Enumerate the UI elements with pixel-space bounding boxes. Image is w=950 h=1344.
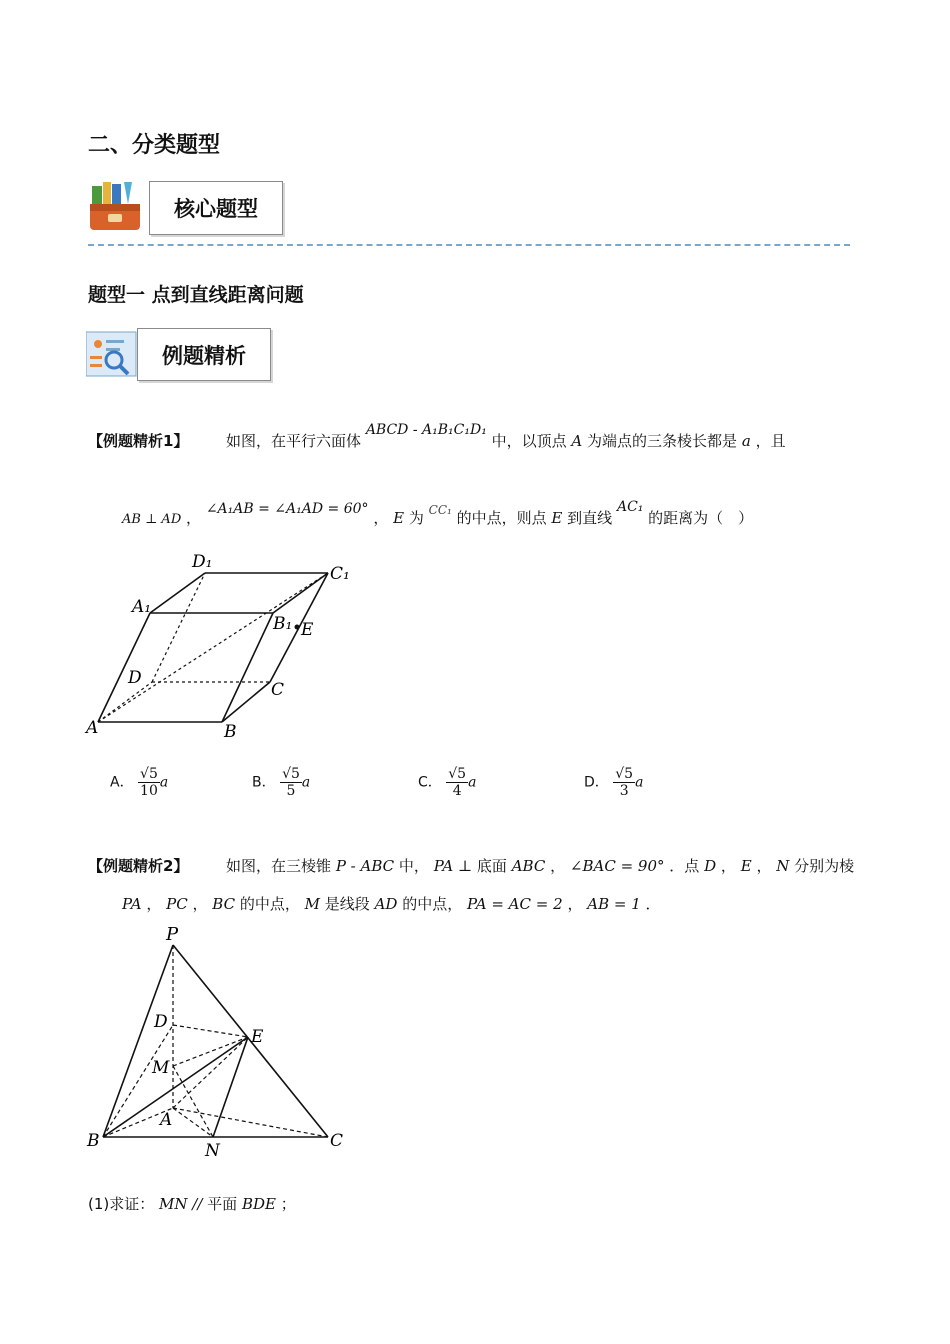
label-B: B bbox=[224, 722, 237, 742]
dashed-divider bbox=[88, 244, 850, 246]
ex2-text: ， bbox=[567, 895, 583, 913]
ex2-text: ， bbox=[192, 895, 208, 913]
ex1-text: ， bbox=[373, 509, 389, 527]
ex1-math: ∠A₁AB = ∠A₁AD = 60° bbox=[205, 501, 369, 517]
label-D1: D₁ bbox=[192, 552, 213, 572]
option-fraction: $\frac{√5}{10}$ bbox=[140, 766, 158, 799]
ex1-line2 bbox=[122, 499, 754, 531]
ex2-math: M bbox=[304, 895, 321, 913]
label-C1: C₁ bbox=[330, 564, 350, 584]
ex2-math: P - ABC bbox=[335, 857, 395, 875]
edge-A1D1 bbox=[150, 573, 205, 613]
diag-AC1 bbox=[98, 573, 328, 722]
ex1-text: ， bbox=[186, 509, 202, 527]
q1-math: BDE bbox=[241, 1195, 276, 1213]
parallelepiped-figure bbox=[80, 545, 370, 745]
ex1-text: ，且 bbox=[755, 432, 786, 450]
ex2-text: ， bbox=[146, 895, 162, 913]
ex1-line1 bbox=[88, 422, 786, 453]
seg-ME bbox=[173, 1037, 248, 1066]
label-B: B bbox=[87, 1131, 100, 1151]
label-E: E bbox=[251, 1027, 264, 1047]
ex2-math: AD bbox=[374, 895, 398, 913]
label-D: D bbox=[154, 1012, 168, 1032]
magnifier-icon bbox=[86, 330, 138, 378]
option-c[interactable] bbox=[418, 766, 476, 799]
ex2-text: 的中点， bbox=[239, 895, 300, 913]
ex1-math: a bbox=[741, 432, 751, 450]
label-C: C bbox=[271, 680, 285, 700]
examples-banner-label: 例题精析 bbox=[162, 342, 246, 368]
ex2-text: 是线段 bbox=[324, 895, 370, 913]
option-a[interactable] bbox=[110, 766, 168, 799]
option-letter: A． bbox=[110, 774, 134, 791]
ex2-line2 bbox=[122, 893, 661, 915]
edge-BC bbox=[222, 682, 270, 722]
label-M: M bbox=[152, 1058, 170, 1078]
option-fraction: $\frac{√5}{3}$ bbox=[615, 766, 634, 799]
ex2-math: PA bbox=[122, 895, 142, 913]
ex2-text: ． bbox=[645, 895, 661, 913]
ex2-math: AB = 1 bbox=[587, 895, 641, 913]
ex1-math: A bbox=[571, 432, 583, 450]
seg-NE bbox=[213, 1037, 248, 1137]
edge-BB1 bbox=[222, 613, 273, 722]
label-E: E bbox=[301, 620, 314, 640]
core-types-banner-label: 核心题型 bbox=[174, 196, 258, 221]
ex2-math: PC bbox=[166, 895, 188, 913]
option-var: a bbox=[468, 774, 477, 791]
ex2-math: PA = AC = 2 bbox=[467, 895, 563, 913]
ex2-math: N bbox=[776, 857, 790, 875]
ex1-math: CC₁ bbox=[428, 503, 452, 517]
ex2-math: ABC bbox=[511, 857, 546, 875]
ex2-text: ， bbox=[550, 857, 566, 875]
section-title: 二、分类题型 bbox=[88, 133, 221, 158]
option-b[interactable] bbox=[252, 766, 310, 799]
q1-prefix: (1)求证： bbox=[88, 1195, 155, 1213]
toolbox-icon bbox=[88, 180, 144, 232]
ex1-text: 中，以顶点 bbox=[491, 432, 567, 450]
option-letter: C． bbox=[418, 774, 442, 791]
ex1-text: 为端点的三条棱长都是 bbox=[587, 432, 738, 450]
seg-AE bbox=[173, 1037, 248, 1108]
q1-math: MN // bbox=[159, 1195, 203, 1213]
ex1-math: ABCD - A₁B₁C₁D₁ bbox=[365, 422, 487, 438]
edge-B1C1 bbox=[273, 573, 328, 613]
ex2-math: E bbox=[740, 857, 752, 875]
seg-DE bbox=[173, 1025, 248, 1037]
q1-text: ； bbox=[280, 1195, 296, 1213]
option-fraction: $\frac{√5}{4}$ bbox=[448, 766, 467, 799]
ex1-text: 为 bbox=[408, 509, 424, 527]
ex2-question-1 bbox=[88, 1193, 296, 1215]
ex1-math: AB ⊥ AD bbox=[122, 512, 182, 527]
option-var: a bbox=[635, 774, 644, 791]
ex1-text: 如图，在平行六面体 bbox=[226, 432, 362, 450]
point-E bbox=[295, 625, 300, 630]
label-B1: B₁ bbox=[273, 614, 293, 634]
label-C: C bbox=[330, 1131, 344, 1151]
ex2-math: PA ⊥ bbox=[433, 857, 473, 875]
option-fraction: $\frac{√5}{5}$ bbox=[282, 766, 300, 799]
ex2-text: 分别为棱 bbox=[794, 857, 855, 875]
edge-AD bbox=[98, 682, 152, 722]
pyramid-figure bbox=[80, 920, 360, 1165]
label-N: N bbox=[205, 1141, 220, 1161]
ex2-text: ， bbox=[720, 857, 736, 875]
option-var: a bbox=[159, 774, 169, 791]
ex2-text: ．点 bbox=[669, 857, 700, 875]
ex2-text: ， bbox=[756, 857, 772, 875]
label-A: A bbox=[86, 718, 99, 738]
edge-DD1 bbox=[152, 573, 205, 682]
ex2-math: ∠BAC = 90° bbox=[569, 857, 665, 875]
ex1-math: E bbox=[393, 509, 405, 527]
label-P: P bbox=[166, 924, 179, 945]
ex2-text: 如图，在三棱锥 bbox=[226, 857, 332, 875]
option-d[interactable] bbox=[584, 766, 643, 799]
seg-AN bbox=[173, 1108, 213, 1137]
core-types-banner bbox=[149, 181, 283, 235]
ex2-text: 的中点， bbox=[402, 895, 463, 913]
type-title: 题型一 点到直线距离问题 bbox=[88, 284, 304, 306]
label-A: A bbox=[160, 1110, 173, 1130]
ex2-math: BC bbox=[212, 895, 236, 913]
ex1-label: 【例题精析1】 bbox=[88, 432, 189, 450]
edge-AC bbox=[173, 1108, 328, 1137]
ex1-math: E bbox=[551, 509, 563, 527]
ex2-math: D bbox=[704, 857, 717, 875]
ex1-text: 到直线 bbox=[567, 509, 613, 527]
q1-text: 平面 bbox=[207, 1195, 238, 1213]
examples-banner bbox=[137, 328, 271, 381]
option-var: a bbox=[301, 774, 311, 791]
seg-BE bbox=[103, 1037, 248, 1137]
ex2-label: 【例题精析2】 bbox=[88, 857, 189, 875]
ex1-text: 的距离为（ ） bbox=[648, 509, 754, 527]
option-letter: B． bbox=[252, 774, 276, 791]
ex2-line1 bbox=[88, 855, 854, 877]
option-letter: D． bbox=[584, 774, 609, 791]
ex1-text: 的中点，则点 bbox=[456, 509, 547, 527]
label-D: D bbox=[128, 668, 142, 688]
ex1-math: AC₁ bbox=[616, 499, 644, 515]
ex2-text: 底面 bbox=[476, 857, 507, 875]
label-A1: A₁ bbox=[132, 597, 152, 617]
ex2-text: 中， bbox=[398, 857, 429, 875]
